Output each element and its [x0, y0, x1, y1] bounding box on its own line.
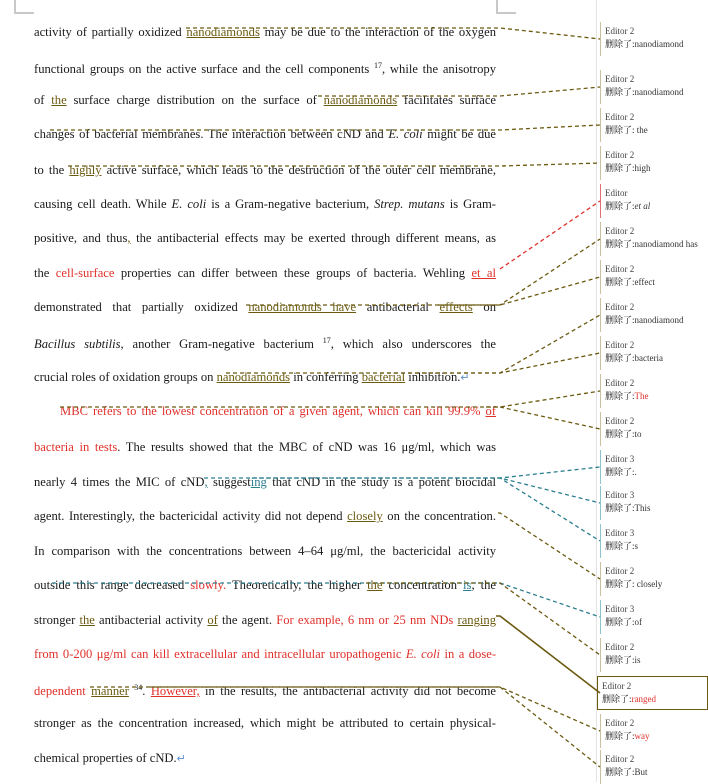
comment-balloon[interactable]: [600, 298, 708, 332]
comment-author: Editor 2: [605, 718, 635, 728]
tracked-change[interactable]: effects: [439, 300, 473, 314]
comment-deleted-text: closely: [634, 579, 663, 589]
comment-action: 删除了:: [605, 163, 635, 173]
text-run: 17: [374, 61, 383, 70]
tracked-change[interactable]: of: [207, 613, 218, 627]
text-run: E. coli: [388, 127, 423, 141]
text-run: may be due to the interaction of the oxygen: [259, 25, 496, 39]
text-line[interactable]: [60, 403, 496, 419]
text-run: positive, and thus: [34, 231, 128, 245]
text-run: is Gram-: [444, 197, 496, 211]
text-run: inhibition.: [405, 370, 461, 384]
tracked-change[interactable]: nanodiamonds: [186, 25, 260, 39]
text-run: crucial roles of oxidation groups on: [34, 370, 217, 384]
tracked-change[interactable]: the: [79, 613, 95, 627]
comment-balloon[interactable]: [600, 374, 708, 408]
text-run: active surface, which leads to the destruction of the outer cell membrane,: [101, 163, 497, 177]
tracked-change[interactable]: nanodiamonds: [216, 370, 291, 384]
comment-action: 删除了:: [605, 731, 635, 741]
comment-action: 删除了:: [605, 429, 635, 439]
tracked-change[interactable]: from 0-200 μg/ml can kill extracellular and intracellular uropathogenic: [34, 647, 406, 661]
crop-mark-right: [496, 12, 516, 14]
text-line[interactable]: [34, 58, 496, 77]
comment-action: 删除了:: [605, 353, 635, 363]
comment-author: Editor 2: [602, 681, 632, 691]
text-line[interactable]: [34, 750, 496, 767]
comment-author: Editor 2: [605, 302, 635, 312]
comment-balloon[interactable]: [600, 108, 708, 142]
text-run: 17: [322, 336, 331, 345]
comment-deleted-text: et al: [634, 201, 651, 211]
text-run: Bacillus subtilis: [34, 337, 121, 352]
text-run: might be due: [422, 127, 497, 141]
comment-action: 删除了:: [605, 391, 635, 401]
tracked-change[interactable]: of: [485, 404, 496, 418]
comment-author: Editor 2: [605, 112, 635, 122]
text-run: of: [34, 93, 52, 107]
comment-deleted-text: nanodiamond has: [634, 239, 698, 249]
comment-author: Editor 3: [605, 454, 635, 464]
text-run: in the results, the antibacterial activity did not become: [199, 684, 497, 699]
comment-author: Editor: [605, 188, 628, 198]
comment-author: Editor 2: [605, 74, 635, 84]
text-run: the: [34, 266, 56, 280]
comment-author: Editor 2: [605, 26, 635, 36]
text-line[interactable]: [34, 230, 496, 246]
comment-balloon[interactable]: [600, 714, 708, 748]
tracked-change[interactable]: cell-surface: [55, 266, 115, 280]
text-run: facilitates surface: [397, 93, 497, 107]
text-run: is a Gram-negative bacterium,: [206, 197, 375, 211]
comment-deleted-text: way: [634, 731, 650, 741]
comment-deleted-text: The: [634, 391, 649, 401]
tracked-change[interactable]: the: [51, 93, 67, 107]
comment-action: 删除了:: [605, 655, 635, 665]
text-run: antibacterial: [356, 300, 440, 314]
text-line[interactable]: [34, 715, 496, 731]
comment-deleted-text: bacteria: [634, 353, 663, 363]
text-line[interactable]: [34, 543, 496, 559]
comment-deleted-text: nanodiamond: [634, 315, 684, 325]
text-run: properties can differ between these groups of bacteria. Wehling: [114, 266, 472, 280]
text-line[interactable]: [34, 474, 496, 490]
comment-balloon[interactable]: [600, 562, 708, 596]
text-line[interactable]: [34, 369, 496, 386]
comment-action: 删除了:: [602, 694, 632, 704]
tracked-change[interactable]: bacteria in tests: [34, 440, 118, 454]
comment-action: 删除了:: [605, 767, 635, 777]
comment-action: 删除了:: [605, 315, 635, 325]
text-run: chemical properties of cND.: [34, 751, 177, 765]
text-run: activity of partially oxidized: [34, 25, 187, 39]
tracked-change[interactable]: in a dose-: [440, 647, 497, 661]
text-run: concentration: [382, 578, 464, 592]
comment-author: Editor 3: [605, 604, 635, 614]
text-run: Theoretically, the higher: [226, 578, 368, 592]
text-run: the antibacterial effects may be exerted through different means, as: [130, 231, 496, 245]
comment-action: 删除了:: [605, 467, 635, 477]
comment-action: 删除了:: [605, 503, 635, 513]
text-run: that cND in the study is a potent biocidal: [266, 475, 497, 489]
text-line[interactable]: [34, 646, 496, 662]
text-run: the agent.: [217, 613, 277, 627]
text-run: Strep. mutans: [374, 197, 445, 211]
comment-action: 删除了:: [605, 125, 635, 135]
text-line[interactable]: [34, 126, 496, 142]
crop-mark-left: [14, 12, 34, 14]
tracked-change[interactable]: closely: [347, 509, 383, 523]
text-line[interactable]: [34, 439, 496, 455]
comment-action: 删除了:: [605, 579, 635, 589]
tracked-change[interactable]: nanodiamonds have: [248, 300, 357, 314]
text-run: on the concentration.: [382, 509, 496, 523]
comment-action: 删除了:: [605, 39, 635, 49]
tracked-change[interactable]: However,: [150, 684, 200, 699]
text-run: In comparison with the concentrations between 4–64 μg/ml, the bactericidal activity: [34, 544, 496, 558]
text-run: , while the anisotropy: [382, 62, 496, 77]
tracked-change[interactable]: is: [463, 578, 472, 592]
comment-deleted-text: effect: [634, 277, 655, 287]
text-run: agent. Interestingly, the bactericidal activity did not depend: [34, 509, 348, 523]
comment-balloon[interactable]: [600, 450, 708, 484]
comment-balloon[interactable]: [600, 184, 708, 218]
text-run: nearly 4 times the MIC of cND: [34, 475, 205, 489]
text-run: .: [142, 684, 151, 699]
tracked-change[interactable]: MBC refers to the lowest concentration of a given agent, which can kill 99.9%: [60, 404, 486, 418]
text-line[interactable]: [34, 333, 496, 352]
comment-deleted-text: .: [634, 467, 637, 477]
tracked-change[interactable]: dependent: [34, 684, 92, 699]
comment-deleted-text: is: [634, 655, 641, 665]
comment-deleted-text: This: [634, 503, 651, 513]
text-line[interactable]: [34, 508, 496, 524]
comment-action: 删除了:: [605, 617, 635, 627]
comment-balloon[interactable]: [597, 676, 708, 710]
comment-deleted-text: nanodiamond: [634, 87, 684, 97]
tracked-change[interactable]: ing: [250, 475, 267, 489]
comment-balloon[interactable]: [600, 22, 708, 56]
comment-author: Editor 2: [605, 754, 635, 764]
text-run: . The results showed that the MBC of cND was 16 μg/ml, which was: [117, 440, 496, 454]
comment-deleted-text: ranged: [631, 694, 657, 704]
comment-deleted-text: of: [634, 617, 643, 627]
comment-action: 删除了:: [605, 239, 635, 249]
text-line[interactable]: [34, 680, 496, 699]
comment-author: Editor 2: [605, 378, 635, 388]
text-run: , which also underscores the: [330, 337, 496, 352]
comment-author: Editor 2: [605, 150, 635, 160]
tracked-change[interactable]: the: [367, 578, 383, 592]
tracked-change[interactable]: E. coli: [405, 647, 441, 661]
text-line[interactable]: [34, 92, 496, 108]
text-run: suggest: [207, 475, 251, 489]
text-line[interactable]: [34, 196, 496, 212]
comment-deleted-text: But: [634, 767, 648, 777]
comment-deleted-text: high: [634, 163, 651, 173]
comment-author: Editor 2: [605, 340, 635, 350]
tracked-change[interactable]: bacterial: [361, 370, 406, 384]
comment-author: Editor 3: [605, 490, 635, 500]
text-run: changes of bacterial membranes. The interaction between cND and: [34, 127, 389, 141]
comment-author: Editor 2: [605, 226, 635, 236]
comment-balloon[interactable]: [600, 524, 708, 558]
text-run: stronger: [34, 613, 80, 627]
comment-author: Editor 2: [605, 264, 635, 274]
comment-balloon[interactable]: [600, 260, 708, 294]
comment-balloon[interactable]: [600, 336, 708, 370]
text-run: surface charge distribution on the surface of: [66, 93, 324, 107]
tracked-change[interactable]: For example, 6 nm or 25 nm NDs: [276, 613, 458, 627]
comment-balloon[interactable]: [600, 70, 708, 104]
comment-balloon[interactable]: [600, 638, 708, 672]
text-run: antibacterial activity: [94, 613, 208, 627]
comment-author: Editor 3: [605, 528, 635, 538]
comment-author: Editor 2: [605, 566, 635, 576]
comment-deleted-text: nanodiamond: [634, 39, 684, 49]
comment-deleted-text: the: [634, 125, 648, 135]
comment-action: 删除了:: [605, 541, 635, 551]
tracked-change[interactable]: ↵: [176, 753, 186, 765]
comment-balloon[interactable]: [600, 146, 708, 180]
text-run: , the: [471, 578, 496, 592]
tracked-change[interactable]: et al: [471, 266, 496, 280]
text-run: to the: [34, 163, 70, 177]
text-run: on: [472, 300, 497, 314]
text-run: outside this range decreased: [34, 578, 191, 592]
comment-balloon[interactable]: [600, 750, 708, 784]
comment-action: 删除了:: [605, 201, 635, 211]
comment-action: 删除了:: [605, 277, 635, 287]
tracked-change[interactable]: slowly.: [190, 578, 227, 592]
tracked-change[interactable]: ranging: [457, 613, 496, 627]
text-line[interactable]: [34, 24, 496, 40]
text-line[interactable]: [34, 162, 496, 178]
comment-deleted-text: to: [634, 429, 642, 439]
comment-balloon[interactable]: [600, 222, 708, 256]
comment-balloon[interactable]: [600, 412, 708, 446]
comment-deleted-text: s: [634, 541, 639, 551]
text-run: in conferring: [290, 370, 362, 384]
text-line[interactable]: [34, 612, 496, 628]
tracked-change[interactable]: ↵: [460, 372, 470, 384]
tracked-change[interactable]: ,: [127, 231, 131, 245]
comment-balloon[interactable]: [600, 486, 708, 520]
tracked-change[interactable]: manner: [91, 684, 129, 699]
text-line[interactable]: [34, 299, 496, 315]
comment-action: 删除了:: [605, 87, 635, 97]
text-run: E. coli: [171, 197, 207, 211]
comment-author: Editor 2: [605, 642, 635, 652]
text-run: demonstrated that partially oxidized: [34, 300, 249, 314]
text-run: functional groups on the active surface and the cell components: [34, 62, 375, 77]
text-line[interactable]: [34, 265, 496, 281]
text-run: stronger as the concentration increased, which might be attributed to certain physical-: [34, 716, 496, 730]
text-line[interactable]: [34, 577, 496, 593]
text-run: 34: [134, 683, 143, 692]
text-run: causing cell death. While: [34, 197, 172, 211]
text-run: , another Gram-negative bacterium: [120, 337, 323, 352]
comment-author: Editor 2: [605, 416, 635, 426]
tracked-change[interactable]: nanodiamonds: [323, 93, 398, 107]
comment-balloon[interactable]: [600, 600, 708, 634]
tracked-change[interactable]: highly: [69, 163, 102, 177]
tracked-change[interactable]: ,: [204, 475, 208, 489]
